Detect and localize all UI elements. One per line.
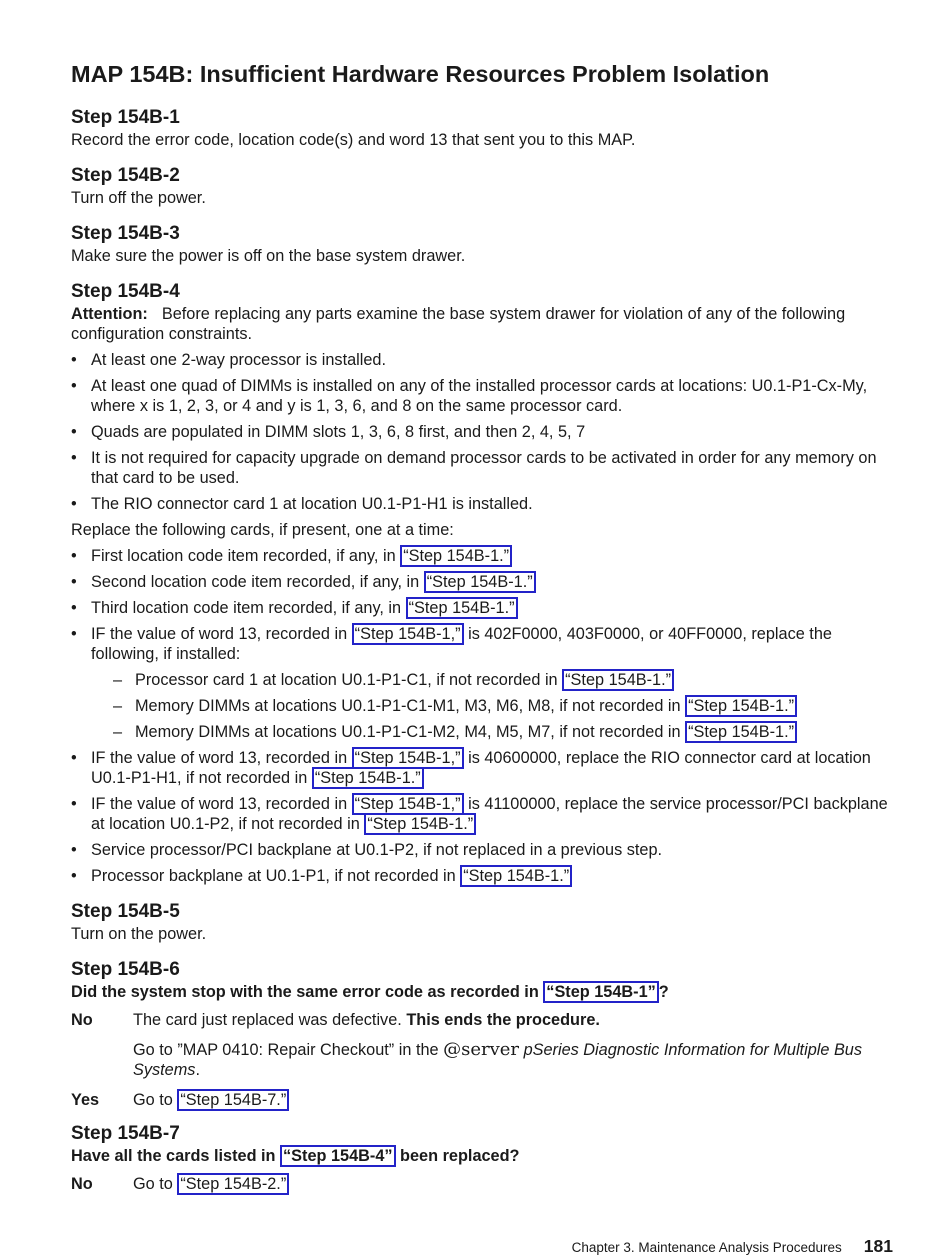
sub-item xyxy=(91,670,891,690)
replace-intro: Replace the following cards, if present, one at a time: xyxy=(71,521,454,539)
answer-body xyxy=(133,1090,891,1110)
item-text: Memory DIMMs at locations U0.1-P1-C1-M2, M4, M5, M7, if not recorded in xyxy=(135,723,686,741)
sub-list xyxy=(91,670,891,742)
step-heading: Step 154B-4 xyxy=(71,281,180,302)
question-text: ? xyxy=(658,983,669,1001)
step-154b-1-link[interactable]: “Step 154B-1.” xyxy=(562,669,674,691)
page-content xyxy=(71,58,891,1208)
step-154b-1-link[interactable]: “Step 154B-1.” xyxy=(424,571,536,593)
step-heading: Step 154B-3 xyxy=(71,223,180,244)
step-154b-7-link[interactable]: “Step 154B-7.” xyxy=(177,1089,289,1111)
item-text: Memory DIMMs at locations U0.1-P1-C1-M1, M3, M6, M8, if not recorded in xyxy=(135,697,686,715)
item-text: First location code item recorded, if any, in xyxy=(91,547,401,565)
item-text: Third location code item recorded, if any, in xyxy=(91,599,406,617)
step-154b-1-link[interactable]: “Step 154B-1.” xyxy=(406,597,518,619)
list-item xyxy=(71,624,891,742)
item-text: is 40600000, replace the RIO connector card at location U0.1-P1-H1, if not recorded in xyxy=(91,749,871,787)
step-heading: Step 154B-5 xyxy=(71,901,180,922)
chapter-title: Chapter 3. Maintenance Analysis Procedures xyxy=(571,1240,842,1255)
attention-label: Attention: xyxy=(71,305,148,323)
attention-text: Before replacing any parts examine the base system drawer for violation of any of the following configuration constraints. xyxy=(71,305,846,343)
step-154b-7 xyxy=(71,1122,891,1194)
sub-item xyxy=(91,696,891,716)
attention-note xyxy=(71,304,891,344)
list-item: • Quads are populated in DIMM slots 1, 3, 6, 8 first, and then 2, 4, 5, 7 xyxy=(71,422,891,442)
step-question xyxy=(71,1146,891,1166)
item-text: is 41100000, replace the service processor/PCI backplane at location U0.1-P2, if not recorded in xyxy=(91,795,888,833)
list-item: • At least one 2-way processor is installed. xyxy=(71,350,891,370)
step-heading: Step 154B-1 xyxy=(71,107,180,128)
answer-text xyxy=(133,1010,891,1030)
question-text: Did the system stop with the same error code as recorded in xyxy=(71,983,544,1001)
constraints-list xyxy=(71,350,891,514)
step-154b-1-link[interactable]: “Step 154B-1” xyxy=(543,981,659,1003)
answer-goto xyxy=(133,1040,891,1080)
step-154b-2-link[interactable]: “Step 154B-2.” xyxy=(177,1173,289,1195)
answer-yes xyxy=(71,1090,891,1110)
answer-text-bold: This ends the procedure. xyxy=(406,1011,600,1029)
step-154b-6 xyxy=(71,958,891,1110)
question-text: Have all the cards listed in xyxy=(71,1147,281,1165)
replace-list xyxy=(71,546,891,886)
step-text: Make sure the power is off on the base system drawer. xyxy=(71,247,466,265)
step-text: Record the error code, location code(s) and word 13 that sent you to this MAP. xyxy=(71,131,636,149)
page-footer xyxy=(572,1236,893,1257)
page-number: 181 xyxy=(863,1236,893,1256)
list-item: • The RIO connector card 1 at location U0.1-P1-H1 is installed. xyxy=(71,494,891,514)
step-154b-1-link[interactable]: “Step 154B-1.” xyxy=(685,695,797,717)
answer-label: No xyxy=(71,1011,93,1029)
item-text: Second location code item recorded, if any, in xyxy=(91,573,424,591)
step-text: Turn on the power. xyxy=(71,925,207,943)
step-154b-1 xyxy=(71,106,891,150)
answer-text-plain: The card just replaced was defective. xyxy=(133,1011,407,1029)
goto-text: . xyxy=(195,1061,200,1079)
list-item: • Service processor/PCI backplane at U0.1-P2, if not replaced in a previous step. xyxy=(71,840,891,860)
step-question xyxy=(71,982,891,1002)
eserver-logo: @server xyxy=(443,1039,520,1060)
step-154b-4-link[interactable]: “Step 154B-4” xyxy=(280,1145,396,1167)
page-title: MAP 154B: Insufficient Hardware Resources Problem Isolation xyxy=(71,61,770,87)
sub-item xyxy=(91,722,891,742)
answer-no xyxy=(71,1010,891,1080)
item-text: IF the value of word 13, recorded in xyxy=(91,625,352,643)
step-heading: Step 154B-2 xyxy=(71,165,180,186)
list-item xyxy=(71,598,891,618)
step-154b-3 xyxy=(71,222,891,266)
list-item xyxy=(71,572,891,592)
answer-label: Yes xyxy=(71,1091,100,1109)
list-item xyxy=(71,748,891,788)
goto-text: Go to xyxy=(133,1175,178,1193)
answer-no xyxy=(71,1174,891,1194)
answer-label: No xyxy=(71,1175,93,1193)
step-154b-4 xyxy=(71,280,891,886)
answer-body xyxy=(133,1010,891,1080)
step-154b-1-link[interactable]: “Step 154B-1.” xyxy=(400,545,512,567)
book-title: pSeries Diagnostic Information for Multiple Bus Systems xyxy=(133,1041,863,1079)
question-text: been replaced? xyxy=(395,1147,520,1165)
step-154b-2 xyxy=(71,164,891,208)
step-heading: Step 154B-7 xyxy=(71,1123,180,1144)
step-154b-1-link[interactable]: “Step 154B-1,” xyxy=(352,623,464,645)
step-heading: Step 154B-6 xyxy=(71,959,180,980)
answer-body xyxy=(133,1174,891,1194)
list-item: • It is not required for capacity upgrade on demand processor cards to be activated in order for any memory on that card to be used. xyxy=(71,448,891,488)
list-item xyxy=(71,794,891,834)
step-154b-1-link[interactable]: “Step 154B-1.” xyxy=(460,865,572,887)
item-text: Processor backplane at U0.1-P1, if not recorded in xyxy=(91,867,461,885)
item-text: IF the value of word 13, recorded in xyxy=(91,749,352,767)
step-154b-1-link[interactable]: “Step 154B-1,” xyxy=(352,747,464,769)
goto-text: Go to xyxy=(133,1091,178,1109)
item-text: IF the value of word 13, recorded in xyxy=(91,795,352,813)
step-text: Turn off the power. xyxy=(71,189,206,207)
step-154b-1-link[interactable]: “Step 154B-1.” xyxy=(685,721,797,743)
goto-text: Go to ”MAP 0410: Repair Checkout” in the xyxy=(133,1041,444,1059)
step-154b-1-link[interactable]: “Step 154B-1.” xyxy=(364,813,476,835)
item-text: Processor card 1 at location U0.1-P1-C1, if not recorded in xyxy=(135,671,563,689)
step-154b-1-link[interactable]: “Step 154B-1.” xyxy=(312,767,424,789)
item-text: is 402F0000, 403F0000, or 40FF0000, replace the following, if installed: xyxy=(91,625,832,663)
step-154b-1-link[interactable]: “Step 154B-1,” xyxy=(352,793,464,815)
list-item xyxy=(71,546,891,566)
list-item xyxy=(71,866,891,886)
step-154b-5 xyxy=(71,900,891,944)
list-item: • At least one quad of DIMMs is installed on any of the installed processor cards at locations: U0.1-P1-Cx-My, where x is 1, 2, 3, or 4 and y is 1, 3, 6, and 8 on the same processor card. xyxy=(71,376,891,416)
